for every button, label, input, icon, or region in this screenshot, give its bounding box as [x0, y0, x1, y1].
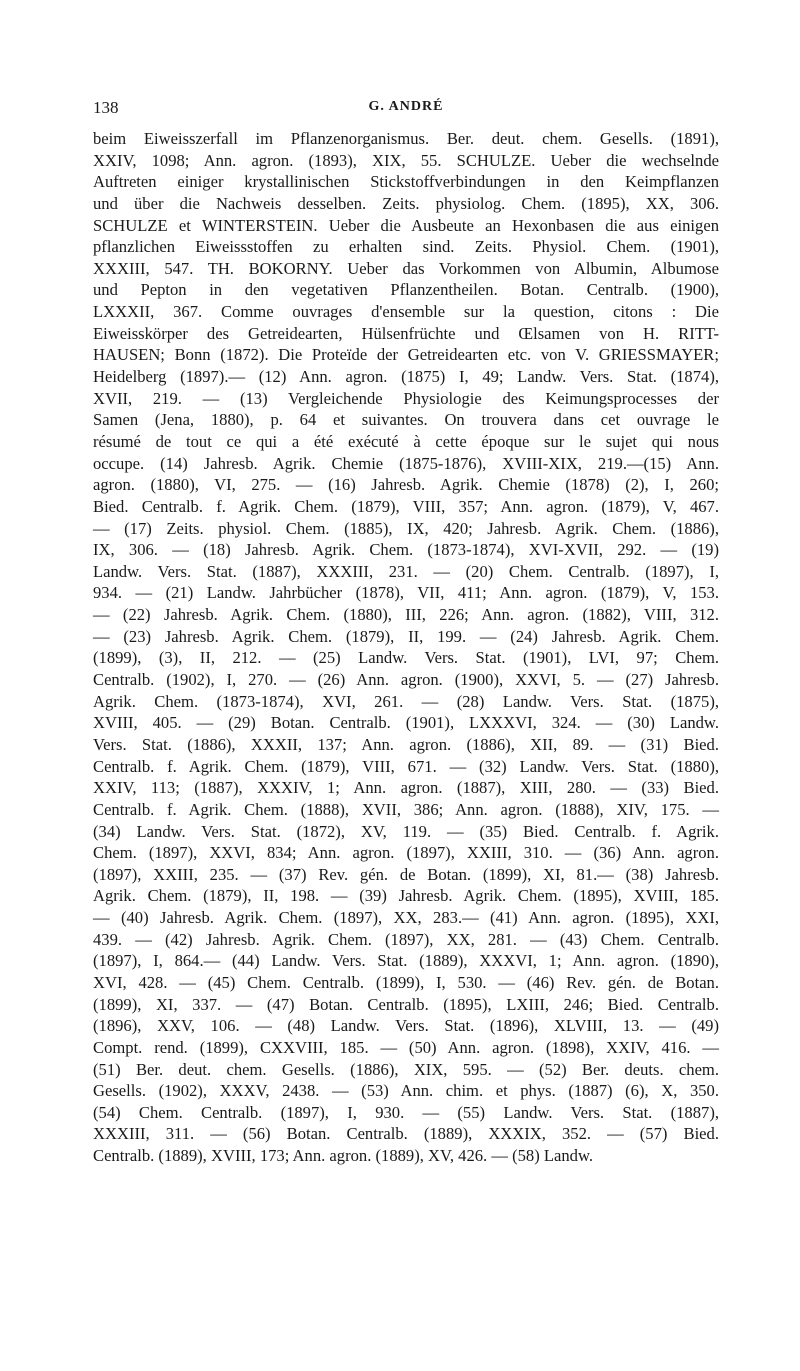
text-line: Gesells. (1902), XXXV, 2438. — (53) Ann. chim. et phys. (1887) (6), X, 350.: [93, 1081, 719, 1101]
text-line: Compt. rend. (1899), CXXVIII, 185. — (50) Ann. agron. (1898), XXIV, 416. —: [93, 1037, 719, 1057]
text-line: (1899), XI, 337. — (47) Botan. Centralb. (1895), LXIII, 246; Bied. Centralb.: [93, 994, 719, 1014]
text-line: Vers. Stat. (1886), XXXII, 137; Ann. agron. (1886), XII, 89. — (31) Bied.: [93, 734, 719, 754]
running-head: G. ANDRÉ: [368, 99, 444, 114]
page-number: 138: [93, 98, 119, 117]
text-line: — (40) Jahresb. Agrik. Chem. (1897), XX, 283.— (41) Ann. agron. (1895), XXI,: [93, 908, 719, 928]
text-line: (1897), XXIII, 235. — (37) Rev. gén. de Botan. (1899), XI, 81.— (38) Jahresb.: [93, 864, 719, 884]
text-line: pflanzlichen Eiweissstoffen zu erhalten sind. Zeits. Physiol. Chem. (1901),: [93, 237, 719, 257]
page-header: [93, 98, 719, 128]
text-line: HAUSEN; Bonn (1872). Die Proteïde der Getreidearten etc. von V. GRIESSMAYER;: [93, 345, 719, 365]
text-line: Agrik. Chem. (1873-1874), XVI, 261. — (28) Landw. Vers. Stat. (1875),: [93, 691, 719, 711]
text-line: (51) Ber. deut. chem. Gesells. (1886), XIX, 595. — (52) Ber. deuts. chem.: [93, 1059, 719, 1079]
text-line: 934. — (21) Landw. Jahrbücher (1878), VII, 411; Ann. agron. (1879), V, 153.: [93, 583, 719, 603]
text-line: (1896), XXV, 106. — (48) Landw. Vers. Stat. (1896), XLVIII, 13. — (49): [93, 1016, 719, 1036]
text-line: Auftreten einiger krystallinischen Stickstoffverbindungen in den Keimpflanzen: [93, 172, 719, 192]
text-line: Eiweisskörper des Getreidearten, Hülsenfrüchte und Œlsamen von H. RITT-: [93, 323, 719, 343]
reference-notes: [93, 128, 719, 1167]
text-line: XXIV, 113; (1887), XXXIV, 1; Ann. agron. (1887), XIII, 280. — (33) Bied.: [93, 778, 719, 798]
text-line: — (17) Zeits. physiol. Chem. (1885), IX, 420; Jahresb. Agrik. Chem. (1886),: [93, 518, 719, 538]
text-line: (34) Landw. Vers. Stat. (1872), XV, 119. — (35) Bied. Centralb. f. Agrik.: [93, 821, 719, 841]
text-line: (1897), I, 864.— (44) Landw. Vers. Stat. (1889), XXXVI, 1; Ann. agron. (1890),: [93, 951, 719, 971]
text-line: Centralb. (1902), I, 270. — (26) Ann. agron. (1900), XXVI, 5. — (27) Jahresb.: [93, 670, 719, 690]
text-line: résumé de tout ce qui a été exécuté à cette époque sur le sujet qui nous: [93, 431, 719, 451]
text-line: SCHULZE et WINTERSTEIN. Ueber die Ausbeute an Hexonbasen die aus einigen: [93, 215, 719, 235]
text-line: XXXIII, 311. — (56) Botan. Centralb. (1889), XXXIX, 352. — (57) Bied.: [93, 1124, 719, 1144]
text-line: und Pepton in den vegetativen Pflanzentheilen. Botan. Centralb. (1900),: [93, 280, 719, 300]
text-line: occupe. (14) Jahresb. Agrik. Chemie (1875-1876), XVIII-XIX, 219.—(15) Ann.: [93, 453, 719, 473]
text-line: — (22) Jahresb. Agrik. Chem. (1880), III, 226; Ann. agron. (1882), VIII, 312.: [93, 605, 719, 625]
text-line: XVI, 428. — (45) Chem. Centralb. (1899), I, 530. — (46) Rev. gén. de Botan.: [93, 972, 719, 992]
text-line: Bied. Centralb. f. Agrik. Chem. (1879), VIII, 357; Ann. agron. (1879), V, 467.: [93, 496, 719, 516]
text-line: IX, 306. — (18) Jahresb. Agrik. Chem. (1873-1874), XVI-XVII, 292. — (19): [93, 540, 719, 560]
text-line: 439. — (42) Jahresb. Agrik. Chem. (1897), XX, 281. — (43) Chem. Centralb.: [93, 929, 719, 949]
text-line: — (23) Jahresb. Agrik. Chem. (1879), II, 199. — (24) Jahresb. Agrik. Chem.: [93, 626, 719, 646]
page: [93, 98, 719, 1166]
text-line: und über die Nachweis desselben. Zeits. physiolog. Chem. (1895), XX, 306.: [93, 193, 719, 213]
text-line: Centralb. f. Agrik. Chem. (1888), XVII, 386; Ann. agron. (1888), XIV, 175. —: [93, 799, 719, 819]
text-line: LXXXII, 367. Comme ouvrages d'ensemble sur la question, citons : Die: [93, 302, 719, 322]
text-line: Centralb. f. Agrik. Chem. (1879), VIII, 671. — (32) Landw. Vers. Stat. (1880),: [93, 756, 719, 776]
text-line: Chem. (1897), XXVI, 834; Ann. agron. (1897), XXIII, 310. — (36) Ann. agron.: [93, 843, 719, 863]
text-line: XVIII, 405. — (29) Botan. Centralb. (1901), LXXXVI, 324. — (30) Landw.: [93, 713, 719, 733]
text-line: XXIV, 1098; Ann. agron. (1893), XIX, 55. SCHULZE. Ueber die wechselnde: [93, 150, 719, 170]
text-line: (1899), (3), II, 212. — (25) Landw. Vers. Stat. (1901), LVI, 97; Chem.: [93, 648, 719, 668]
text-line: Heidelberg (1897).— (12) Ann. agron. (1875) I, 49; Landw. Vers. Stat. (1874),: [93, 367, 719, 387]
text-line: Samen (Jena, 1880), p. 64 et suivantes. On trouvera dans cet ouvrage le: [93, 410, 719, 430]
text-line: XXXIII, 547. TH. BOKORNY. Ueber das Vorkommen von Albumin, Albumose: [93, 258, 719, 278]
text-line: Landw. Vers. Stat. (1887), XXXIII, 231. — (20) Chem. Centralb. (1897), I,: [93, 561, 719, 581]
text-line: Centralb. (1889), XVIII, 173; Ann. agron. (1889), XV, 426. — (58) Landw.: [93, 1146, 594, 1166]
text-line: XVII, 219. — (13) Vergleichende Physiologie des Keimungsprocesses der: [93, 388, 719, 408]
text-line: (54) Chem. Centralb. (1897), I, 930. — (55) Landw. Vers. Stat. (1887),: [93, 1102, 719, 1122]
text-line: Agrik. Chem. (1879), II, 198. — (39) Jahresb. Agrik. Chem. (1895), XVIII, 185.: [93, 886, 719, 906]
text-line: agron. (1880), VI, 275. — (16) Jahresb. Agrik. Chemie (1878) (2), I, 260;: [93, 475, 719, 495]
text-line: beim Eiweisszerfall im Pflanzenorganismus. Ber. deut. chem. Gesells. (1891),: [93, 129, 719, 148]
